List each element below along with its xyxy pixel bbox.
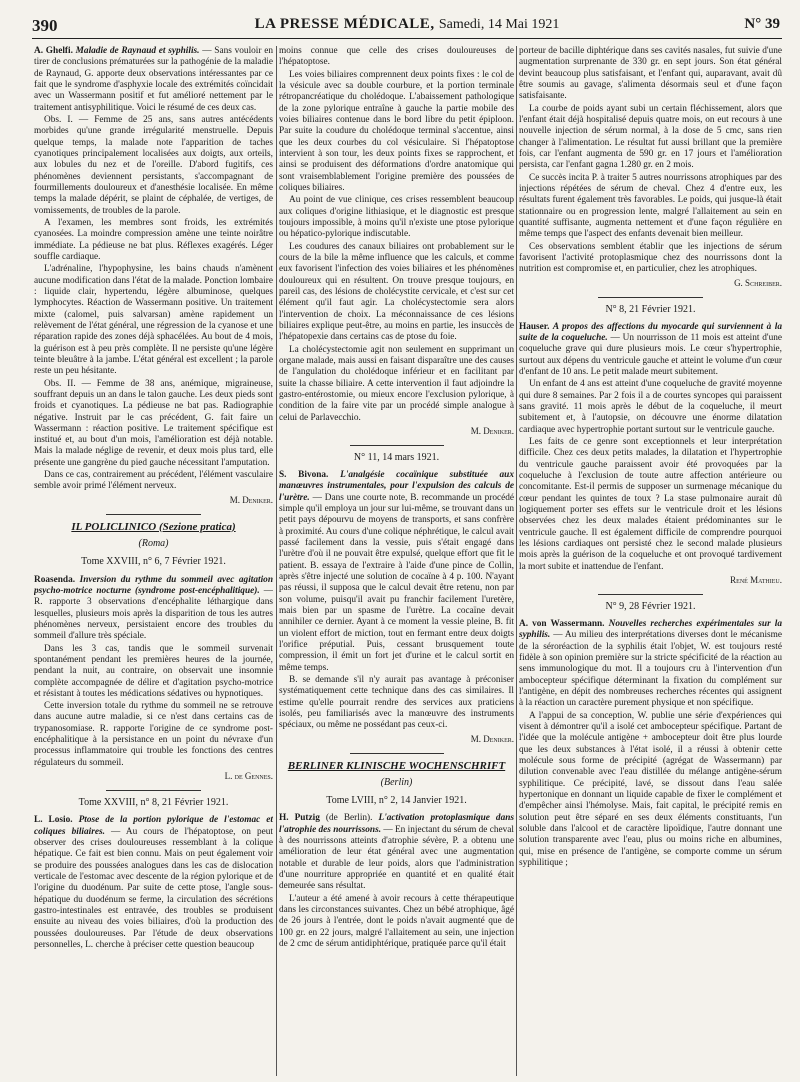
issue-date: Samedi, 14 Mai 1921 bbox=[438, 17, 560, 32]
journal-heading: BERLINER KLINISCHE WOCHENSCHRIFT bbox=[287, 759, 506, 772]
separator bbox=[106, 514, 202, 515]
separator bbox=[106, 790, 202, 791]
article-paragraph: A l'examen, les membres sont froids, les extrémités cyanosées. La moindre compression amène une teinte noirâtre immédiate. La pédieuse ne bat plus. Réflexes exagérés. Léger souffle cardiaque. bbox=[34, 217, 273, 262]
article-text: — Un nourrisson de 11 mois est atteint d'une coqueluche grave qui dure plusieurs mois. Le cœur s'hypertrophie, surtout aux dépens du ventricule gauche et atteint le volume d'un cœur d'enfant de 10 ans. Le petit malade meurt subitement. bbox=[519, 333, 782, 378]
article-signature: René Mathieu. bbox=[730, 574, 782, 585]
article-paragraph bbox=[279, 813, 514, 892]
article-author: Hauser. bbox=[519, 321, 550, 332]
issue-number: N° 39 bbox=[744, 16, 780, 32]
article-paragraph: Au point de vue clinique, ces crises ressemblent beaucoup aux coliques d'origine lithiasique, et le diagnostic est presque toujours impossible, à moins qu'il n'existe une ptose pylorique ou hépatico-pylorique indiscutable. bbox=[279, 195, 514, 240]
column-rule bbox=[516, 46, 517, 1076]
column-2 bbox=[279, 46, 514, 1076]
article-paragraph: L'adrénaline, l'hypophysine, les bains chauds n'amènent aucune modification dans l'état de la malade. Ponction lombaire : liquide clair, hypertendu, légère albuminose, quelques lymphocytes. Réaction de Wassermann positive. Un traitement mixte (calomel, puis salvarsan) amène rapidement un relèvement de l'état général, une régression de la cyanose et une réparation rapide des zones déjà sphacélées. Au bout de 4 mois, la guérison est à peu près complète. Il ne persiste qu'une légère teinte bleuâtre à la jambe. L'état général est excellent ; la parole reste un peu hésitante. bbox=[34, 264, 273, 377]
separator bbox=[350, 445, 444, 446]
article-paragraph: porteur de bacille diphtérique dans ses cavités nasales, fut suivie d'une augmentation surprenante de 330 gr. en sept jours. Son état général devint beaucoup plus satisfaisant, et l'enfant qui, auparavant, avait dû être soumis au gavage, s'alimenta désormais seul et d'une façon satisfaisante. bbox=[519, 46, 782, 102]
issue-heading: Tome LVIII, n° 2, 14 Janvier 1921. bbox=[326, 795, 467, 807]
article-paragraph: Les voies biliaires comprennent deux points fixes : le col de la vésicule avec sa double courbure, et la portion terminale rétropancréatique du cholédoque. L'abaissement pathologique de la zone pylorique entraîne à gauche la partie mobile des voies biliaires contenue dans le bord libre du petit épiploon. Par suite la coudure du cholédoque terminal s'accentue, ainsi que les deux courbes du col vésiculaire. Si l'hépatoptose intervient à son tour, les deux points fixes se rapprochent, et ainsi se produisent des déformations d'ordre anatomique qui sont vraisemblablement l'origine première des poussées de coliques biliaires. bbox=[279, 69, 514, 193]
article-author: S. Bivona. bbox=[279, 469, 329, 480]
article-paragraph bbox=[34, 815, 273, 951]
article-author-city: (de Berlin). bbox=[325, 813, 373, 824]
article-title: Inversion du rythme du sommeil avec agitation psycho-motrice nocturne (syndrome post-encéphalitique). bbox=[34, 574, 273, 596]
article-author: Roasenda. bbox=[34, 574, 76, 585]
article-text: — Au milieu des interprétations diverses dont le mécanisme de la séroréaction de la syphilis était l'objet, W. est toujours resté fidèle à son opinion première sur la stricte spécificité de la réaction au sens immunologique du mot. Il a toujours cru à l'intervention d'un ambocepteur spécifique déterminant la fixation du complément sur l'antigène, en dépit des nombreuses recherches récentes qui assignent à la réaction un caractère purement physique et non spécifique. bbox=[519, 630, 782, 709]
article-paragraph: Un enfant de 4 ans est atteint d'une coqueluche de gravité moyenne qui dure 8 semaines. Par 2 fois il a de courtes syncopes qui paraissent sans gravité. 11 mois après le début de la coqueluche, il meurt subitement et, à l'autopsie, on découvre une énorme dilatation cardiaque avec hypertrophie portant surtout sur le ventricule gauche. bbox=[519, 379, 782, 435]
journal-name: LA PRESSE MÉDICALE, bbox=[254, 16, 435, 32]
article-paragraph bbox=[519, 619, 782, 710]
article-signature: M. Deniker. bbox=[470, 425, 514, 436]
column-rule bbox=[276, 46, 277, 1076]
article-paragraph: Obs. I. — Femme de 25 ans, sans autres antécédents morbides qu'une grande irrégularité menstruelle. Depuis quelque temps, la malade note l'apparition de taches cyanotiques principalement localisées aux doigts, aux orteils, aux lobules du nez et de l'oreille. D'abord fugitifs, ces phénomènes deviennent persistants, s'accompagnant de fourmillements douloureux et d'anesthésie localisée. En même temps la malade dépérit, se plaint de céphalée, de vertiges, de vomissements, de troubles de la parole. bbox=[34, 114, 273, 216]
article-paragraph bbox=[519, 322, 782, 379]
article-author: A. Ghelfi. bbox=[34, 46, 73, 56]
article-signature: L. de Gennes. bbox=[224, 771, 273, 782]
article-signature: M. Deniker. bbox=[470, 733, 514, 744]
article-paragraph: La cholécystectomie agit non seulement en supprimant un organe malade, mais aussi en faisant disparaître une des causes de l'angulation du cholédoque inférieur et en facilitant par suite la chasse biliaire. A cette intervention il faut adjoindre la gastro-entérostomie, ou mieux encore l'exclusion pylorique, à condition de la faire vite par un procédé simple analogue à celui de Parlavecchio. bbox=[279, 344, 514, 423]
article-paragraph: Ce succès incita P. à traiter 5 autres nourrissons atrophiques par des injections répétées de sérum de cheval. Chez 4 d'entre eux, les résultats furent également très favorables. Le poids, qui jusque-là était stationnaire ou en progression lente, malgré l'allaitement au sein en quantité suffisante, augmenta nettement et d'une façon régulière en même temps que l'aspect des enfants devenait bien meilleur. bbox=[519, 172, 782, 240]
article-paragraph: Obs. II. — Femme de 38 ans, anémique, migraineuse, souffrant depuis un an dans le talon gauche. Les deux pieds sont froids et cyanotiques. La pédieuse ne bat pas. Radiographie négative. Instruit par le cas précédent, G. fait faire un Wassermann : réaction positive. Le traitement spécifique est institué et, au bout d'un mois, l'amélioration est déjà notable. Mais la malade néglige de revenir, et deux mois plus tard, elle présente une gangrène du pied gauche nécessitant l'amputation. bbox=[34, 378, 273, 468]
article-paragraph: B. se demande s'il n'y aurait pas avantage à préconiser systématiquement cette technique dans des cas similaires. Il estime qu'elle pourrait rendre des services aux praticiens isolés, peu familiarisés avec la manœuvre des instruments spéciaux, ou même ne possédant pas ceux-ci. bbox=[279, 674, 514, 731]
article-title: L'analgésie cocaïnique substituée aux manœuvres instrumentales, pour l'expulsion des calculs de l'urètre. bbox=[279, 469, 514, 503]
article-paragraph: Dans ce cas, contrairement au précédent, l'élément vasculaire semble avoir primé l'élément nerveux. bbox=[34, 470, 273, 492]
issue-heading: N° 11, 14 mars 1921. bbox=[353, 451, 440, 463]
article-text: — Sans vouloir en tirer de conclusions prématurées sur la pathogénie de la maladie de Raynaud, G. apporte deux observations intéressantes par ce fait que le syndrome d'asphyxie locale des extrémités coïncidait avec un Wassermann positif et fut amélioré nettement par le traitement antisyphilitique. Voici le résumé de ces deux cas. bbox=[34, 46, 273, 113]
issue-heading: N° 9, 28 Février 1921. bbox=[605, 600, 696, 612]
article-paragraph: Ces observations semblent établir que les injections de sérum favorisent l'activité protoplasmique chez des nourrissons dont la nutrition est compromise et, en particulier, chez les atrophiques. bbox=[519, 241, 782, 275]
separator bbox=[598, 594, 703, 595]
separator bbox=[598, 297, 703, 298]
journal-heading: IL POLICLINICO (Sezione pratica) bbox=[71, 520, 236, 533]
article-text: — En injectant du sérum de cheval à des nourrissons atteints d'atrophie sévère, P. a obtenu une amélioration de leur état général avec une augmentation notable et durable de leur poids, alors que l'administration d'une nourriture appropriée en quantité et en qualité était demeurée sans résultat. bbox=[279, 824, 514, 892]
article-title: Maladie de Raynaud et syphilis. bbox=[75, 46, 200, 56]
article-paragraph bbox=[279, 470, 514, 674]
journal-place: (Roma) bbox=[138, 538, 169, 550]
article-title: L'activation protoplasmique dans l'atrophie des nourrissons. bbox=[279, 813, 514, 835]
page-header bbox=[32, 12, 782, 39]
issue-heading: Tome XXVIII, n° 8, 21 Février 1921. bbox=[78, 797, 229, 809]
issue-heading: Tome XXVIII, n° 6, 7 Février 1921. bbox=[81, 556, 226, 568]
column-1 bbox=[34, 46, 273, 1076]
article-author: L. Losio. bbox=[34, 815, 73, 826]
article-paragraph: L'auteur a été amené à avoir recours à cette thérapeutique dans les circonstances suivantes. Chez un bébé atrophique, âgé de 26 jours à l'entrée, dont le poids n'avait augmenté que de 100 gr. en 22 jours, malgré l'allaitement au sein, une injection de 2 cmc de sérum antidiphtérique, pratiquée parce qu'il était bbox=[279, 893, 514, 949]
article-paragraph: Dans les 3 cas, tandis que le sommeil survenait spontanément pendant les premières heures de la journée, pendant la nuit, au contraire, on observait une insomnie complète accompagnée de délire et d'agitation psycho-motrice et résistant à toutes les médications sédatives ou hypnotiques. bbox=[34, 643, 273, 699]
page-number: 390 bbox=[32, 16, 58, 35]
article-title: Ptose de la portion pylorique de l'estomac et coliques biliaires. bbox=[34, 815, 273, 837]
article-signature: G. Schreiber. bbox=[734, 277, 782, 288]
separator bbox=[350, 753, 444, 754]
article-paragraph: La courbe de poids ayant subi un certain fléchissement, alors que l'enfant était déjà hospitalisé depuis quatre mois, on eut recours à une nouvelle injection de sérum normal, à la dose de 5 cmc, sans rien changer à l'alimentation. Le résultat fut aussi brillant que la première fois, car l'enfant augmenta de 590 gr. en 17 jours et l'amélioration persista, car l'enfant gagna 1.280 gr. en 2 mois. bbox=[519, 103, 782, 171]
article-text: — Dans une courte note, B. recommande un procédé simple qu'il employa un jour sur lui-même, se trouvant dans un petit pays dépourvu de moyens de transports, et sans confrère à proximité. Au cours d'une colique néphrétique, le calcul avait passé facilement dans la vessie, puis s'était engagé dans l'urètre d'où il ne pouvait être expulsé, quelque effort que fit le patient. B. essaya de l'extraire à l'aide d'une pince de Collin, après s'être injecté une solution de cocaïne à 4 p. 100. N'ayant pas réussi, il supposa que le calcul devait être retenu, non par son volume, puisqu'il avait pu franchir facilement l'uretère, mais bien par un spasme de l'urètre. La cocaïne devait annihiler ce dernier. Ayant à ce moment la vessie pleine, B. fit un violent effort de miction, tout en fermant entre deux doigts l'orifice préputial. Puis, cessant brusquement toute compression, il émit un fort jet d'urine et le calcul sortit en même temps. bbox=[279, 492, 514, 673]
article-paragraph: Cette inversion totale du rythme du sommeil ne se retrouve dans aucune autre maladie, si ce n'est dans certains cas de trypanosomiase. R. rapporte l'origine de ce syndrome post-encéphalitique à la persistance en un point du névraxe d'un processus inflammatoire qui trouble les fonctions des centres régulateurs du sommeil. bbox=[34, 701, 273, 768]
article-signature: M. Deniker. bbox=[229, 494, 273, 505]
article-title: A propos des affections du myocarde qui surviennent à la suite de la coqueluche. bbox=[519, 321, 782, 344]
article-author: A. von Wassermann. bbox=[519, 619, 605, 630]
article-text: — R. rapporte 3 observations d'encéphalite léthargique dans lesquelles, plusieurs mois après la disparition de tous les autres phénomènes nerveux, persistaient encore des troubles du sommeil d'allure très spéciale. bbox=[34, 585, 273, 642]
column-3 bbox=[519, 46, 782, 1076]
article-author: H. Putzig bbox=[279, 813, 320, 824]
article-title: Nouvelles recherches expérimentales sur la syphilis. bbox=[519, 619, 782, 641]
journal-place: (Berlin) bbox=[380, 776, 413, 788]
article-paragraph: moins connue que celle des crises douloureuses de l'hépatoptose. bbox=[279, 46, 514, 68]
article-text: — Au cours de l'hépatoptose, on peut observer des crises douloureuses ressemblant à la colique hépatique. Ce fait est bien connu. Mais on peut également voir se produire des poussées analogues dans les cas de dislocation verticale de l'estomac avec descente de la région pylorique et de l'origine du duodénum. Par suite de cette ptose, l'angle sous-hépatique du duodénum se ferme, la circulation des sécrétions gastro-intestinales est entravée, des troubles se produisent ensuite au niveau des voies biliaires, d'où la production des poussées douloureuses. Par l'étude de deux observations personnelles, L. cherche à préciser cette question beaucoup bbox=[34, 826, 273, 950]
article-paragraph: A l'appui de sa conception, W. publie une série d'expériences qui visent à démontrer qu'il a isolé cet ambocepteur spécifique. Partant de l'idée que la molécule antigène + ambocepteur doit être plus lourde que les deux substances à l'état isolé, il a réussi à obtenir cette molécule sous forme de précipité (agrégat de Wassermann) par dilution convenable avec l'eau distillée du mélange antigène-sérum syphilitique. Ce précipité, lavé, se dissout dans l'eau salée hypertonique en donnant un liquide capable de fixer le complément et d'empêcher ainsi l'hémolyse. Mais, fait capital, le précipité remis en solution peut être séparé en ses deux éléments constituants, l'un soluble dans l'alcool et de caractère lipoïdique, l'autre donnant une solution transparente avec l'eau, plus ou moins riche en albumines, qui, mise en présence de l'antigène, se comporte comme un sérum syphilitique ; bbox=[519, 710, 782, 868]
article-paragraph bbox=[34, 575, 273, 643]
article-paragraph bbox=[34, 46, 273, 114]
article-paragraph: Les coudures des canaux biliaires ont probablement sur le cours de la bile la même influence que les calculs, et comme eux favorisent l'infection des voies biliaires et les phénomènes douloureux qui en résultent. On trouve presque toujours, en pareil cas, des lésions de cholécystite cervicale, et c'est sur cet élément qu'il faut agir. La cholécystectomie sera alors l'intervention de choix. La méconnaissance de ces lésions biliaires explique peut-être, au moins en partie, les insuccès de l'hépatopexie dans certains cas de ptose du foie. bbox=[279, 241, 514, 343]
issue-heading: N° 8, 21 Février 1921. bbox=[605, 303, 696, 315]
masthead bbox=[32, 16, 782, 33]
article-paragraph: Les faits de ce genre sont exceptionnels et leur interprétation difficile. Chez ces deux petits malades, la dilatation et l'hypertrophie du ventricule gauche paraissent avoir été provoquées par la coqueluche à l'exclusion de toute autre affection antérieure ou concomitante. Est-il permis de supposer un surmenage mécanique du cœur pendant les quintes de toux ? La stase pulmonaire aurait dû logiquement porter ses effets sur le ventricule droit et les lésions observées chez les deux malades étaient prédominantes sur le ventricule gauche. Il est également difficile de comprendre pourquoi les lésions cardiaques ont persisté chez le second malade plusieurs mois après la guérison de la coqueluche et ont provoqué tardivement la mort subite et inattendue de l'enfant. bbox=[519, 437, 782, 572]
